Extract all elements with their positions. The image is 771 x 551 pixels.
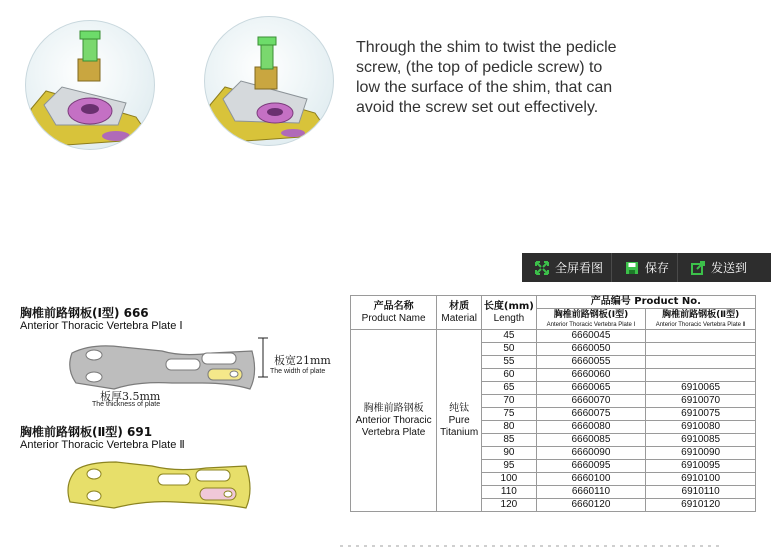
header-length-en: Length (493, 312, 525, 324)
cell-length: 95 (482, 460, 537, 473)
cell-type1: 6660050 (536, 343, 646, 356)
illustration-circle-2 (204, 16, 334, 146)
cell-type1: 6660085 (536, 434, 646, 447)
cell-length: 65 (482, 382, 537, 395)
cell-length: 45 (482, 330, 537, 343)
cell-length: 75 (482, 408, 537, 421)
cell-type1: 6660090 (536, 447, 646, 460)
plate2-title: 胸椎前路钢板(Ⅱ型) 691 (20, 425, 153, 439)
cell-length: 110 (482, 486, 537, 499)
cell-type2 (646, 356, 756, 369)
product-name-en: Anterior Thoracic Vertebra Plate (355, 414, 432, 438)
cell-type2: 6910100 (646, 473, 756, 486)
header-material-en: Material (441, 312, 477, 324)
plate2-subtitle: Anterior Thoracic Vertebra Plate Ⅱ (20, 439, 185, 451)
product-name-zh: 胸椎前路钢板 (363, 402, 424, 414)
cell-length: 80 (482, 421, 537, 434)
table-row (351, 330, 756, 343)
cell-type2: 6910075 (646, 408, 756, 421)
header-length-zh: 长度(mm) (483, 300, 534, 312)
cell-type1: 6660055 (536, 356, 646, 369)
header-product-no: 产品编号 Product No. (536, 296, 755, 309)
cell-type1: 6660075 (536, 408, 646, 421)
header-type1 (536, 309, 646, 330)
cell-type1: 6660110 (536, 486, 646, 499)
screw-lowered-illustration (205, 17, 333, 145)
fullscreen-button[interactable] (522, 253, 612, 282)
description-text: Through the shim to twist the pedicle screw, (the top of pedicle screw) to low the surface of the shim, that can avoid the screw set out effectively. (356, 39, 617, 116)
cell-type1: 6660065 (536, 382, 646, 395)
image-toolbar (522, 253, 771, 282)
plate1-subtitle: Anterior Thoracic Vertebra Plate Ⅰ (20, 320, 183, 332)
cell-type2: 6910090 (646, 447, 756, 460)
header-material (437, 296, 482, 330)
cell-type2: 6910110 (646, 486, 756, 499)
header-type1-en: Anterior Thoracic Vertebra Plate Ⅰ (546, 322, 636, 328)
cell-type1: 6660095 (536, 460, 646, 473)
header-product-name-zh: 产品名称 (373, 300, 414, 312)
cell-type2: 6910080 (646, 421, 756, 434)
plate2-image (56, 456, 266, 516)
plate1-title: 胸椎前路钢板(Ⅰ型) 666 (20, 306, 149, 320)
header-type1-zh: 胸椎前路钢板(Ⅰ型) (553, 310, 629, 320)
cell-type2: 6910065 (646, 382, 756, 395)
cell-type2: 6910085 (646, 434, 756, 447)
header-type2-en: Anterior Thoracic Vertebra Plate Ⅱ (655, 322, 746, 328)
header-product-name-en: Product Name (361, 312, 426, 324)
cell-length: 100 (482, 473, 537, 486)
plate1-thickness-sublabel: The thickness of plate (92, 401, 161, 408)
screw-shim-illustration (26, 21, 154, 149)
cell-length: 85 (482, 434, 537, 447)
cell-type2 (646, 330, 756, 343)
header-type2-zh: 胸椎前路钢板(Ⅱ型) (662, 310, 740, 320)
cell-length: 55 (482, 356, 537, 369)
material-cell (437, 330, 482, 512)
spec-table-body (351, 330, 756, 512)
cell-length: 90 (482, 447, 537, 460)
cell-length: 70 (482, 395, 537, 408)
table-header-row (351, 296, 756, 309)
cell-type1: 6660070 (536, 395, 646, 408)
material-zh: 纯钛 (449, 402, 470, 414)
header-material-zh: 材质 (449, 300, 470, 312)
cell-type1: 6660045 (536, 330, 646, 343)
material-en: Pure Titanium (440, 414, 479, 438)
cell-type1: 6660080 (536, 421, 646, 434)
save-button[interactable] (612, 253, 678, 282)
cell-length: 120 (482, 499, 537, 512)
plate1-thickness-label: 板厚3.5mm (100, 390, 161, 403)
cell-type2: 6910095 (646, 460, 756, 473)
product-name-cell (351, 330, 437, 512)
cell-type2: 6910070 (646, 395, 756, 408)
save-label: 保存 (645, 261, 670, 275)
plate1-width-label: 板宽21mm (274, 354, 331, 367)
plate1-width-sublabel: The width of plate (270, 368, 326, 375)
cell-length: 60 (482, 369, 537, 382)
cell-type1: 6660100 (536, 473, 646, 486)
illustration-circle-1 (25, 20, 155, 150)
save-icon (624, 260, 640, 276)
header-length (482, 296, 537, 330)
cell-length: 50 (482, 343, 537, 356)
fullscreen-icon (534, 260, 550, 276)
fullscreen-label: 全屏看图 (555, 261, 604, 275)
header-product-name (351, 296, 437, 330)
header-type2 (646, 309, 756, 330)
send-to-button[interactable] (678, 253, 755, 282)
cell-type1: 6660120 (536, 499, 646, 512)
bottom-divider (340, 545, 720, 547)
share-icon (690, 260, 706, 276)
cell-type2 (646, 369, 756, 382)
spec-table (350, 295, 756, 512)
cell-type2 (646, 343, 756, 356)
send-to-label: 发送到 (711, 261, 748, 275)
cell-type2: 6910120 (646, 499, 756, 512)
cell-type1: 6660060 (536, 369, 646, 382)
